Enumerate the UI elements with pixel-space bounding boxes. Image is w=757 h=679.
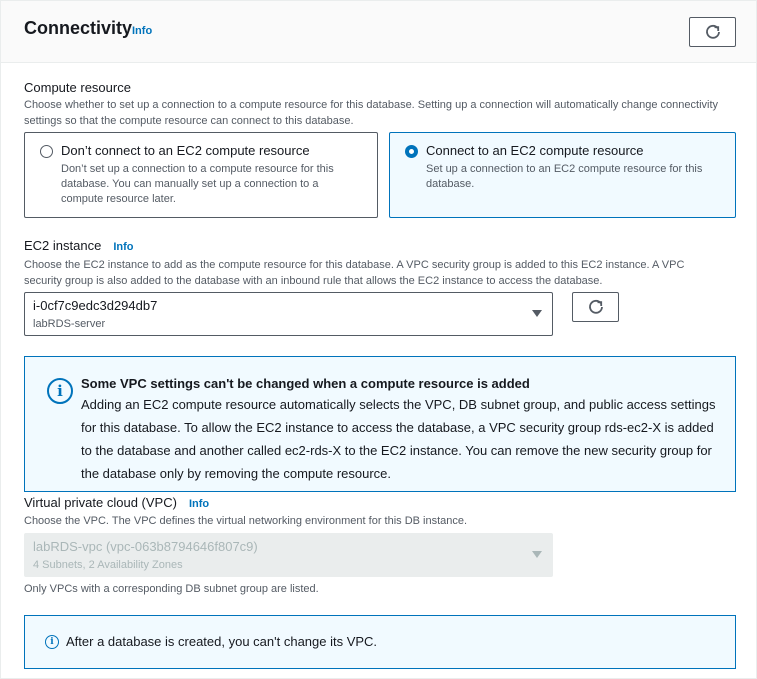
info-icon: i — [45, 635, 59, 649]
ec2-instance-description: Choose the EC2 instance to add as the compute resource for this database. A VPC security group is added to this EC2 instance. A VPC security group is also added to the database with an inbound rule that allows the EC2 instance to access the database. — [24, 259, 685, 287]
radio-connect-ec2[interactable] — [389, 132, 736, 218]
section-title: Connectivity — [24, 18, 133, 38]
caret-down-icon — [532, 551, 542, 558]
ec2-instance-sub: labRDS-server — [33, 318, 106, 330]
refresh-icon — [588, 299, 604, 315]
radio-dont-connect-description: Don’t set up a connection to a compute resource for this database. You can manually set up a connection to a compute resource later. — [61, 163, 334, 205]
refresh-icon — [705, 24, 721, 40]
caret-down-icon — [532, 310, 542, 317]
ec2-instance-value: i-0cf7c9edc3d294db7 — [33, 298, 158, 313]
vpc-settings-alert — [24, 356, 736, 492]
vpc-sub: 4 Subnets, 2 Availability Zones — [33, 559, 183, 571]
ec2-instance-select[interactable] — [24, 292, 553, 336]
ec2-instance-info-link[interactable]: Info — [113, 241, 134, 253]
radio-dont-connect-title: Don’t connect to an EC2 compute resource — [61, 143, 310, 158]
vpc-info-link[interactable]: Info — [188, 498, 210, 510]
vpc-label-row — [24, 495, 209, 510]
radio-connect-ec2-title: Connect to an EC2 compute resource — [426, 143, 644, 158]
refresh-button[interactable] — [689, 17, 736, 47]
compute-resource-label: Compute resource — [24, 80, 131, 95]
section-info-link[interactable]: Info — [132, 25, 153, 37]
radio-connect-ec2-description: Set up a connection to an EC2 compute resource for this database. — [426, 163, 703, 190]
info-icon: i — [47, 378, 73, 404]
ec2-instance-label-row — [24, 238, 134, 253]
vpc-change-alert — [24, 615, 736, 669]
compute-resource-description: Choose whether to set up a connection to a compute resource for this database. Setting up a connection will automatically change connectivity settings so that the compute resource can connect to this database. — [24, 99, 719, 127]
vpc-description: Choose the VPC. The VPC defines the virtual networking environment for this DB instance. — [24, 515, 468, 527]
vpc-select — [24, 533, 553, 577]
ec2-refresh-button[interactable] — [572, 292, 619, 322]
vpc-value: labRDS-vpc (vpc-063b8794646f807c9) — [33, 539, 258, 554]
vpc-label: Virtual private cloud (VPC) — [24, 495, 177, 510]
vpc-constraint: Only VPCs with a corresponding DB subnet group are listed. — [24, 583, 319, 595]
vpc-change-alert-text: After a database is created, you can't change its VPC. — [66, 634, 378, 649]
ec2-instance-label: EC2 instance — [24, 238, 102, 253]
radio-dont-connect[interactable] — [24, 132, 378, 218]
vpc-alert-title: Some VPC settings can't be changed when a compute resource is added — [81, 376, 530, 391]
panel-header — [1, 1, 756, 63]
vpc-alert-body: Adding an EC2 compute resource automatically selects the VPC, DB subnet group, and public access settings for this database. To allow the EC2 instance to access the database, a VPC security group rds-ec2-X is added to the database and another called ec2-rds-X to the EC2 instance. You can remove the new security group for the database only by removing the compute resource. — [81, 397, 716, 481]
radio-button-selected[interactable] — [405, 145, 418, 158]
radio-button-unselected[interactable] — [40, 145, 53, 158]
